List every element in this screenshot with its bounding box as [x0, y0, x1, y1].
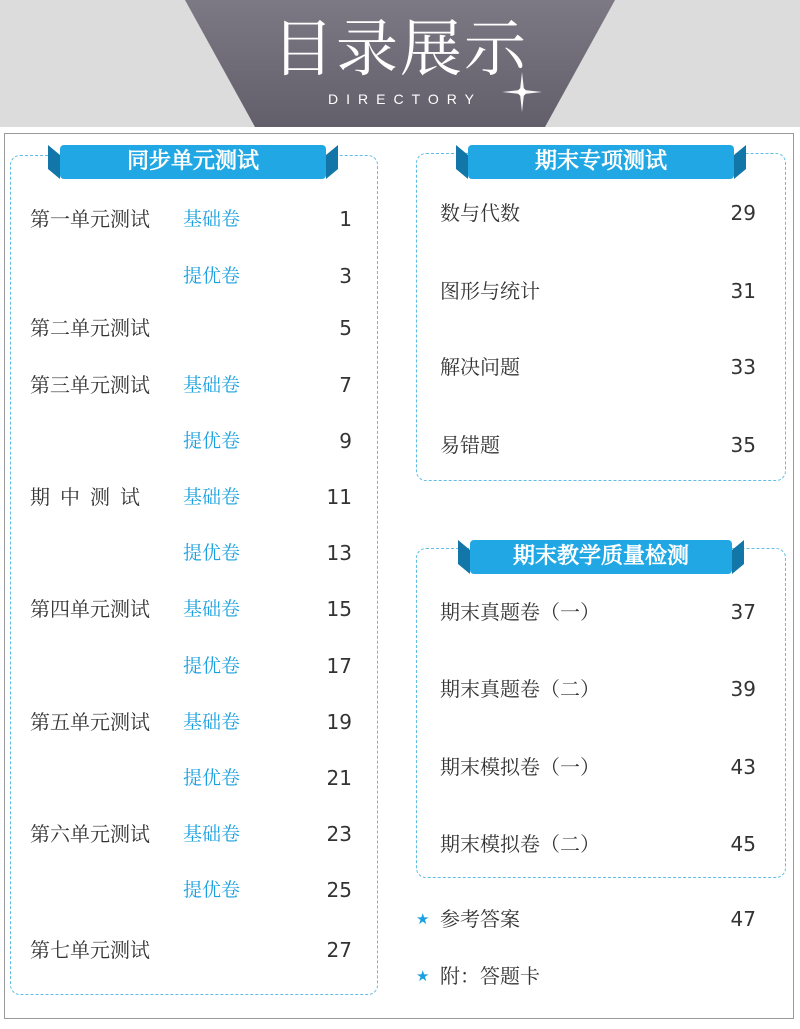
list-item: [0, 481, 400, 513]
page-number: 23: [326, 822, 352, 846]
list-item: [0, 673, 790, 705]
page-number: 9: [339, 429, 352, 453]
page-number: 47: [730, 907, 756, 931]
volume-label: 基础卷: [183, 598, 241, 620]
item-label: 参考答案: [440, 907, 520, 931]
list-item: [0, 874, 400, 906]
list-item: [0, 960, 790, 992]
volume-label: 提优卷: [183, 655, 241, 677]
list-item: [0, 275, 790, 307]
page-number: 19: [326, 710, 352, 734]
page-number: 39: [730, 677, 756, 701]
volume-label: 基础卷: [183, 823, 241, 845]
unit-label: 第六单元测试: [30, 822, 150, 846]
unit-label: 第二单元测试: [30, 316, 150, 340]
volume-label: 基础卷: [183, 374, 241, 396]
page-number: 25: [326, 878, 352, 902]
item-label: 易错题: [440, 433, 500, 457]
list-item: [0, 429, 790, 461]
unit-label: 第一单元测试: [30, 207, 150, 231]
unit-label: 期中测试: [30, 485, 150, 509]
page-number: 7: [339, 373, 352, 397]
volume-label: 基础卷: [183, 486, 241, 508]
list-item: [0, 197, 790, 229]
star-icon: ★: [416, 910, 430, 928]
right-top-section-banner: [456, 145, 746, 183]
item-label: 数与代数: [440, 201, 520, 225]
list-item: [0, 828, 790, 860]
page-number: 5: [339, 316, 352, 340]
list-item: [0, 537, 400, 569]
right-bottom-section-banner: [458, 540, 744, 578]
volume-label: 提优卷: [183, 265, 241, 287]
page-number: 11: [326, 485, 352, 509]
unit-label: 第五单元测试: [30, 710, 150, 734]
volume-label: 提优卷: [183, 542, 241, 564]
item-label: 期末真题卷（一）: [440, 600, 600, 624]
list-item: [0, 312, 400, 344]
page-number: 43: [730, 755, 756, 779]
page-number: 17: [326, 654, 352, 678]
page-subtitle: DIRECTORY: [328, 91, 482, 107]
list-item: [0, 596, 790, 628]
page-number: 1: [339, 207, 352, 231]
item-label: 附：答题卡: [440, 964, 540, 988]
page-number: 3: [339, 264, 352, 288]
volume-label: 提优卷: [183, 767, 241, 789]
volume-label: 基础卷: [183, 711, 241, 733]
page-number: 33: [730, 355, 756, 379]
page-number: 21: [326, 766, 352, 790]
item-label: 图形与统计: [440, 279, 540, 303]
item-label: 期末模拟卷（一）: [440, 755, 600, 779]
page-number: 15: [326, 597, 352, 621]
list-item: [0, 751, 790, 783]
item-label: 期末真题卷（二）: [440, 677, 600, 701]
page-number: 31: [730, 279, 756, 303]
page-number: 45: [730, 832, 756, 856]
unit-label: 第四单元测试: [30, 597, 150, 621]
unit-label: 第七单元测试: [30, 938, 150, 962]
left-section-title: 同步单元测试: [126, 149, 259, 174]
page-number: 13: [326, 541, 352, 565]
page-number: 37: [730, 600, 756, 624]
list-item: [0, 903, 790, 935]
page-number: 35: [730, 433, 756, 457]
item-label: 期末模拟卷（二）: [440, 832, 600, 856]
list-item: [0, 706, 400, 738]
left-section-banner: [48, 145, 338, 183]
volume-label: 提优卷: [183, 879, 241, 901]
list-item: [0, 351, 790, 383]
right-top-section-title: 期末专项测试: [534, 149, 667, 174]
volume-label: 提优卷: [183, 430, 241, 452]
right-bottom-section-title: 期末教学质量检测: [512, 544, 689, 569]
unit-label: 第三单元测试: [30, 373, 150, 397]
page-number: 29: [730, 201, 756, 225]
page-number: 27: [326, 938, 352, 962]
page-title: 目录展示: [271, 12, 528, 85]
item-label: 解决问题: [440, 355, 520, 379]
volume-label: 基础卷: [183, 208, 241, 230]
star-icon: ★: [416, 967, 430, 985]
header: [0, 0, 800, 127]
